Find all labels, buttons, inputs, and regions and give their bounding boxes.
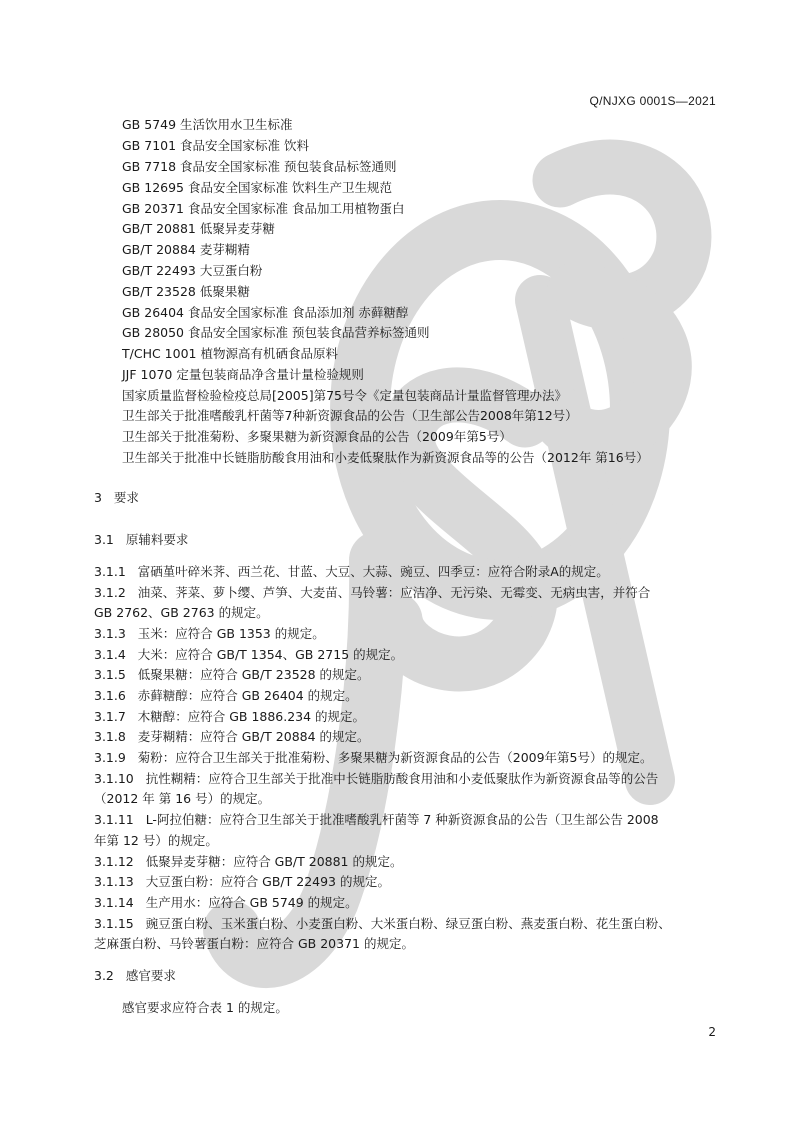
clause-item: 3.1.15 豌豆蛋白粉、玉米蛋白粉、小麦蛋白粉、大米蛋白粉、绿豆蛋白粉、燕麦蛋白粉、花生蛋白粉、 (94, 916, 671, 931)
clause-continuation: （2012 年 第 16 号）的规定。 (94, 791, 271, 806)
clause-continuation: 芝麻蛋白粉、马铃薯蛋白粉：应符合 GB 20371 的规定。 (94, 936, 414, 951)
reference-item: GB 7101 食品安全国家标准 饮料 (122, 138, 309, 153)
section-number: 3.1 (94, 532, 114, 547)
reference-item: GB 20371 食品安全国家标准 食品加工用植物蛋白 (122, 201, 405, 216)
clause-item: 3.1.5 低聚果糖：应符合 GB/T 23528 的规定。 (94, 667, 370, 682)
page-number: 2 (708, 1025, 716, 1039)
clause-item: 3.1.13 大豆蛋白粉：应符合 GB/T 22493 的规定。 (94, 874, 390, 889)
reference-item: JJF 1070 定量包装商品净含量计量检验规则 (122, 367, 364, 382)
clause-item: 3.1.12 低聚异麦芽糖：应符合 GB/T 20881 的规定。 (94, 854, 403, 869)
clause-item: 3.1.10 抗性糊精：应符合卫生部关于批准中长链脂肪酸食用油和小麦低聚肽作为新资源食品等的公告 (94, 771, 659, 786)
clause-item: 3.1.2 油菜、荠菜、萝卜缨、芦笋、大麦苗、马铃薯：应洁净、无污染、无霉变、无病虫害，并符合 (94, 585, 651, 600)
section-3-1-heading (94, 530, 188, 550)
section-title: 要求 (113, 490, 139, 505)
clause-item: 3.1.4 大米：应符合 GB/T 1354、GB 2715 的规定。 (94, 647, 404, 662)
reference-item: GB 5749 生活饮用水卫生标准 (122, 117, 293, 132)
clause-continuation: 年第 12 号）的规定。 (94, 833, 218, 848)
reference-item: GB/T 20884 麦芽糊精 (122, 242, 250, 257)
reference-item: 国家质量监督检验检疫总局[2005]第75号令《定量包装商品计量监督管理办法》 (122, 388, 567, 403)
clause-item: 3.1.6 赤藓糖醇：应符合 GB 26404 的规定。 (94, 688, 358, 703)
document-number: Q/NJXG 0001S—2021 (589, 94, 716, 108)
clause-item: 3.1.8 麦芽糊精：应符合 GB/T 20884 的规定。 (94, 729, 370, 744)
clause-item: 3.1.14 生产用水：应符合 GB 5749 的规定。 (94, 895, 358, 910)
section-3-heading (94, 488, 139, 508)
reference-item: GB 7718 食品安全国家标准 预包装食品标签通则 (122, 159, 397, 174)
clause-item: 3.1.11 L-阿拉伯糖：应符合卫生部关于批准嗜酸乳杆菌等 7 种新资源食品的公告（卫生部公告 2008 (94, 812, 659, 827)
clause-item: 3.1.7 木糖醇：应符合 GB 1886.234 的规定。 (94, 709, 366, 724)
reference-item: 卫生部关于批准菊粉、多聚果糖为新资源食品的公告（2009年第5号） (122, 429, 512, 444)
section-3-2-heading (94, 966, 176, 986)
reference-item: GB 12695 食品安全国家标准 饮料生产卫生规范 (122, 180, 392, 195)
sensory-requirement-text: 感官要求应符合表 1 的规定。 (122, 1000, 288, 1015)
section-title: 感官要求 (125, 968, 176, 983)
clause-item: 3.1.3 玉米：应符合 GB 1353 的规定。 (94, 626, 325, 641)
section-number: 3.2 (94, 968, 114, 983)
clause-item: 3.1.1 富硒堇叶碎米荠、西兰花、甘蓝、大豆、大蒜、豌豆、四季豆：应符合附录A的规定。 (94, 564, 609, 579)
reference-item: 卫生部关于批准嗜酸乳杆菌等7种新资源食品的公告（卫生部公告2008年第12号） (122, 408, 578, 423)
reference-item: GB 26404 食品安全国家标准 食品添加剂 赤藓糖醇 (122, 305, 409, 320)
reference-item: GB/T 22493 大豆蛋白粉 (122, 263, 263, 278)
clause-continuation: GB 2762、GB 2763 的规定。 (94, 605, 269, 620)
reference-item: GB/T 20881 低聚异麦芽糖 (122, 221, 275, 236)
reference-item: GB/T 23528 低聚果糖 (122, 284, 250, 299)
section-title: 原辅料要求 (125, 532, 189, 547)
reference-item: T/CHC 1001 植物源高有机硒食品原料 (122, 346, 338, 361)
reference-item: 卫生部关于批准中长链脂肪酸食用油和小麦低聚肽作为新资源食品等的公告（2012年 第16号） (122, 450, 649, 465)
clause-item: 3.1.9 菊粉：应符合卫生部关于批准菊粉、多聚果糖为新资源食品的公告（2009年第5号）的规定。 (94, 750, 653, 765)
section-number: 3 (94, 490, 102, 505)
reference-item: GB 28050 食品安全国家标准 预包装食品营养标签通则 (122, 325, 430, 340)
